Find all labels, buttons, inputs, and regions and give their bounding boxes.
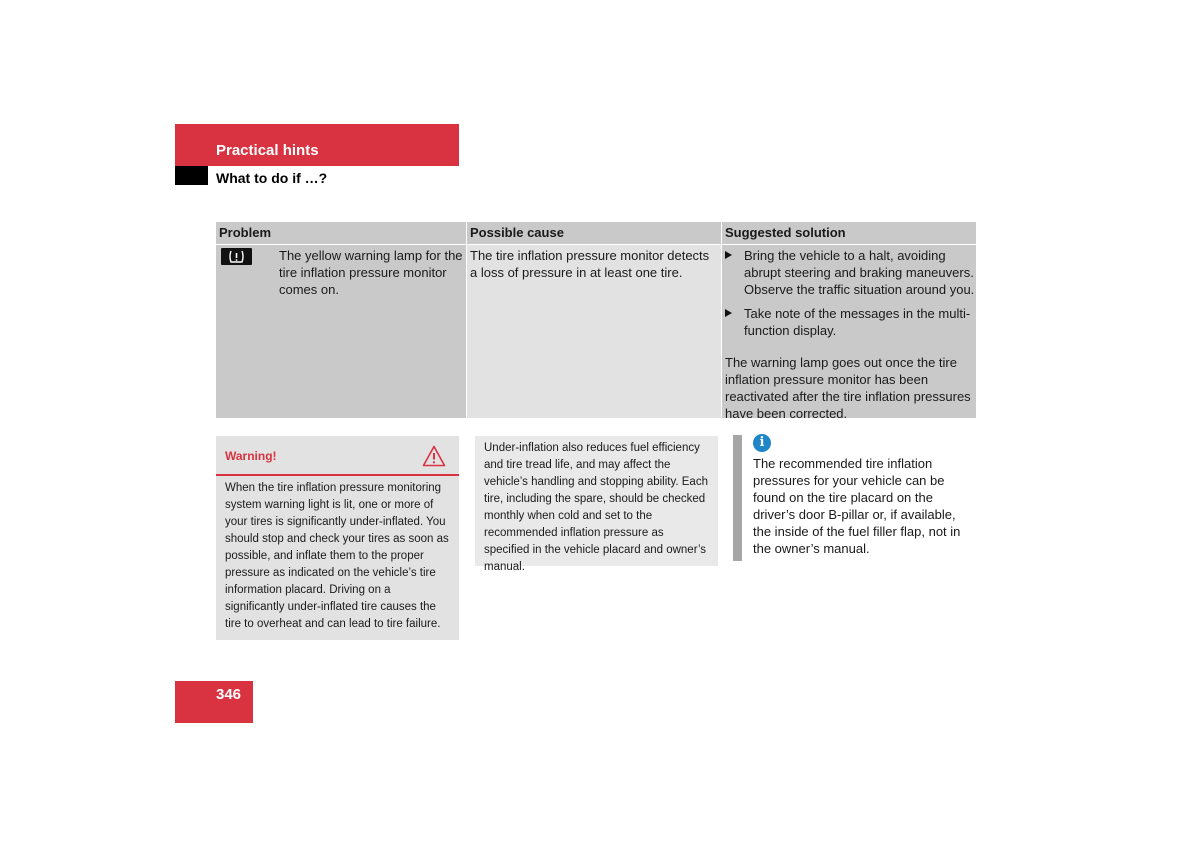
page-number-badge — [175, 681, 253, 723]
bullet-arrow-icon — [725, 309, 732, 317]
table-header-solution: Suggested solution — [722, 222, 976, 244]
section-title: Practical hints — [216, 142, 319, 159]
problem-table — [216, 222, 976, 421]
fuel-efficiency-text: Under-inflation also reduces fuel efficiency and tire tread life, and may affect the vehicle’s handling and stopping ability. Each tire, including the spare, should be checked monthly when cold and set to the recommended inflation pressure as specified in the vehicle placard and owner’s manual. — [484, 442, 708, 573]
subsection-marker — [175, 166, 208, 185]
info-icon: i — [753, 434, 771, 452]
solution-step-text: Bring the vehicle to a halt, avoiding abrupt steering and braking maneuvers. Observe the traffic situation around you. — [744, 248, 975, 297]
problem-text: The yellow warning lamp for the tire inflation pressure monitor comes on. — [279, 248, 463, 297]
table-cell-problem — [216, 245, 466, 418]
cause-text: The tire inflation pressure monitor detects a loss of pressure in at least one tire. — [470, 248, 710, 280]
page-number: 346 — [216, 686, 242, 703]
subsection-title: What to do if …? — [216, 170, 328, 186]
warning-heading: Warning! — [225, 449, 277, 463]
table-header-problem: Problem — [216, 222, 466, 244]
bullet-arrow-icon — [725, 251, 732, 259]
warning-triangle-icon — [422, 445, 446, 472]
solution-note: The warning lamp goes out once the tire inflation pressure monitor has been reactivated after the tire inflation pressures have been corrected. — [725, 355, 971, 421]
fuel-efficiency-note — [475, 436, 718, 573]
info-sidebar-bar — [733, 435, 742, 561]
warning-box — [216, 436, 459, 640]
warning-divider — [216, 474, 459, 476]
table-cell-solution — [722, 245, 976, 421]
warning-text: When the tire inflation pressure monitoring system warning light is lit, one or more of your tires is significantly under-inflated. You should stop and check your tires as soon as possible, and inflate them to the proper pressure as indicated on the vehicle’s tire information placard. Driving on a significantly under-inflated tire causes the tire to overheat and can lead to tire failure. — [225, 482, 449, 630]
info-text: The recommended tire inflation pressures for your vehicle can be found on the tire placard on the driver’s door B-pillar or, if available, the inside of the fuel filler flap, not in the owner’s manual. — [753, 456, 961, 556]
solution-step-text: Take note of the messages in the multi-function display. — [744, 306, 971, 338]
table-cell-cause — [467, 245, 721, 418]
table-header-cause: Possible cause — [467, 222, 721, 244]
tire-pressure-warning-icon — [221, 248, 252, 265]
